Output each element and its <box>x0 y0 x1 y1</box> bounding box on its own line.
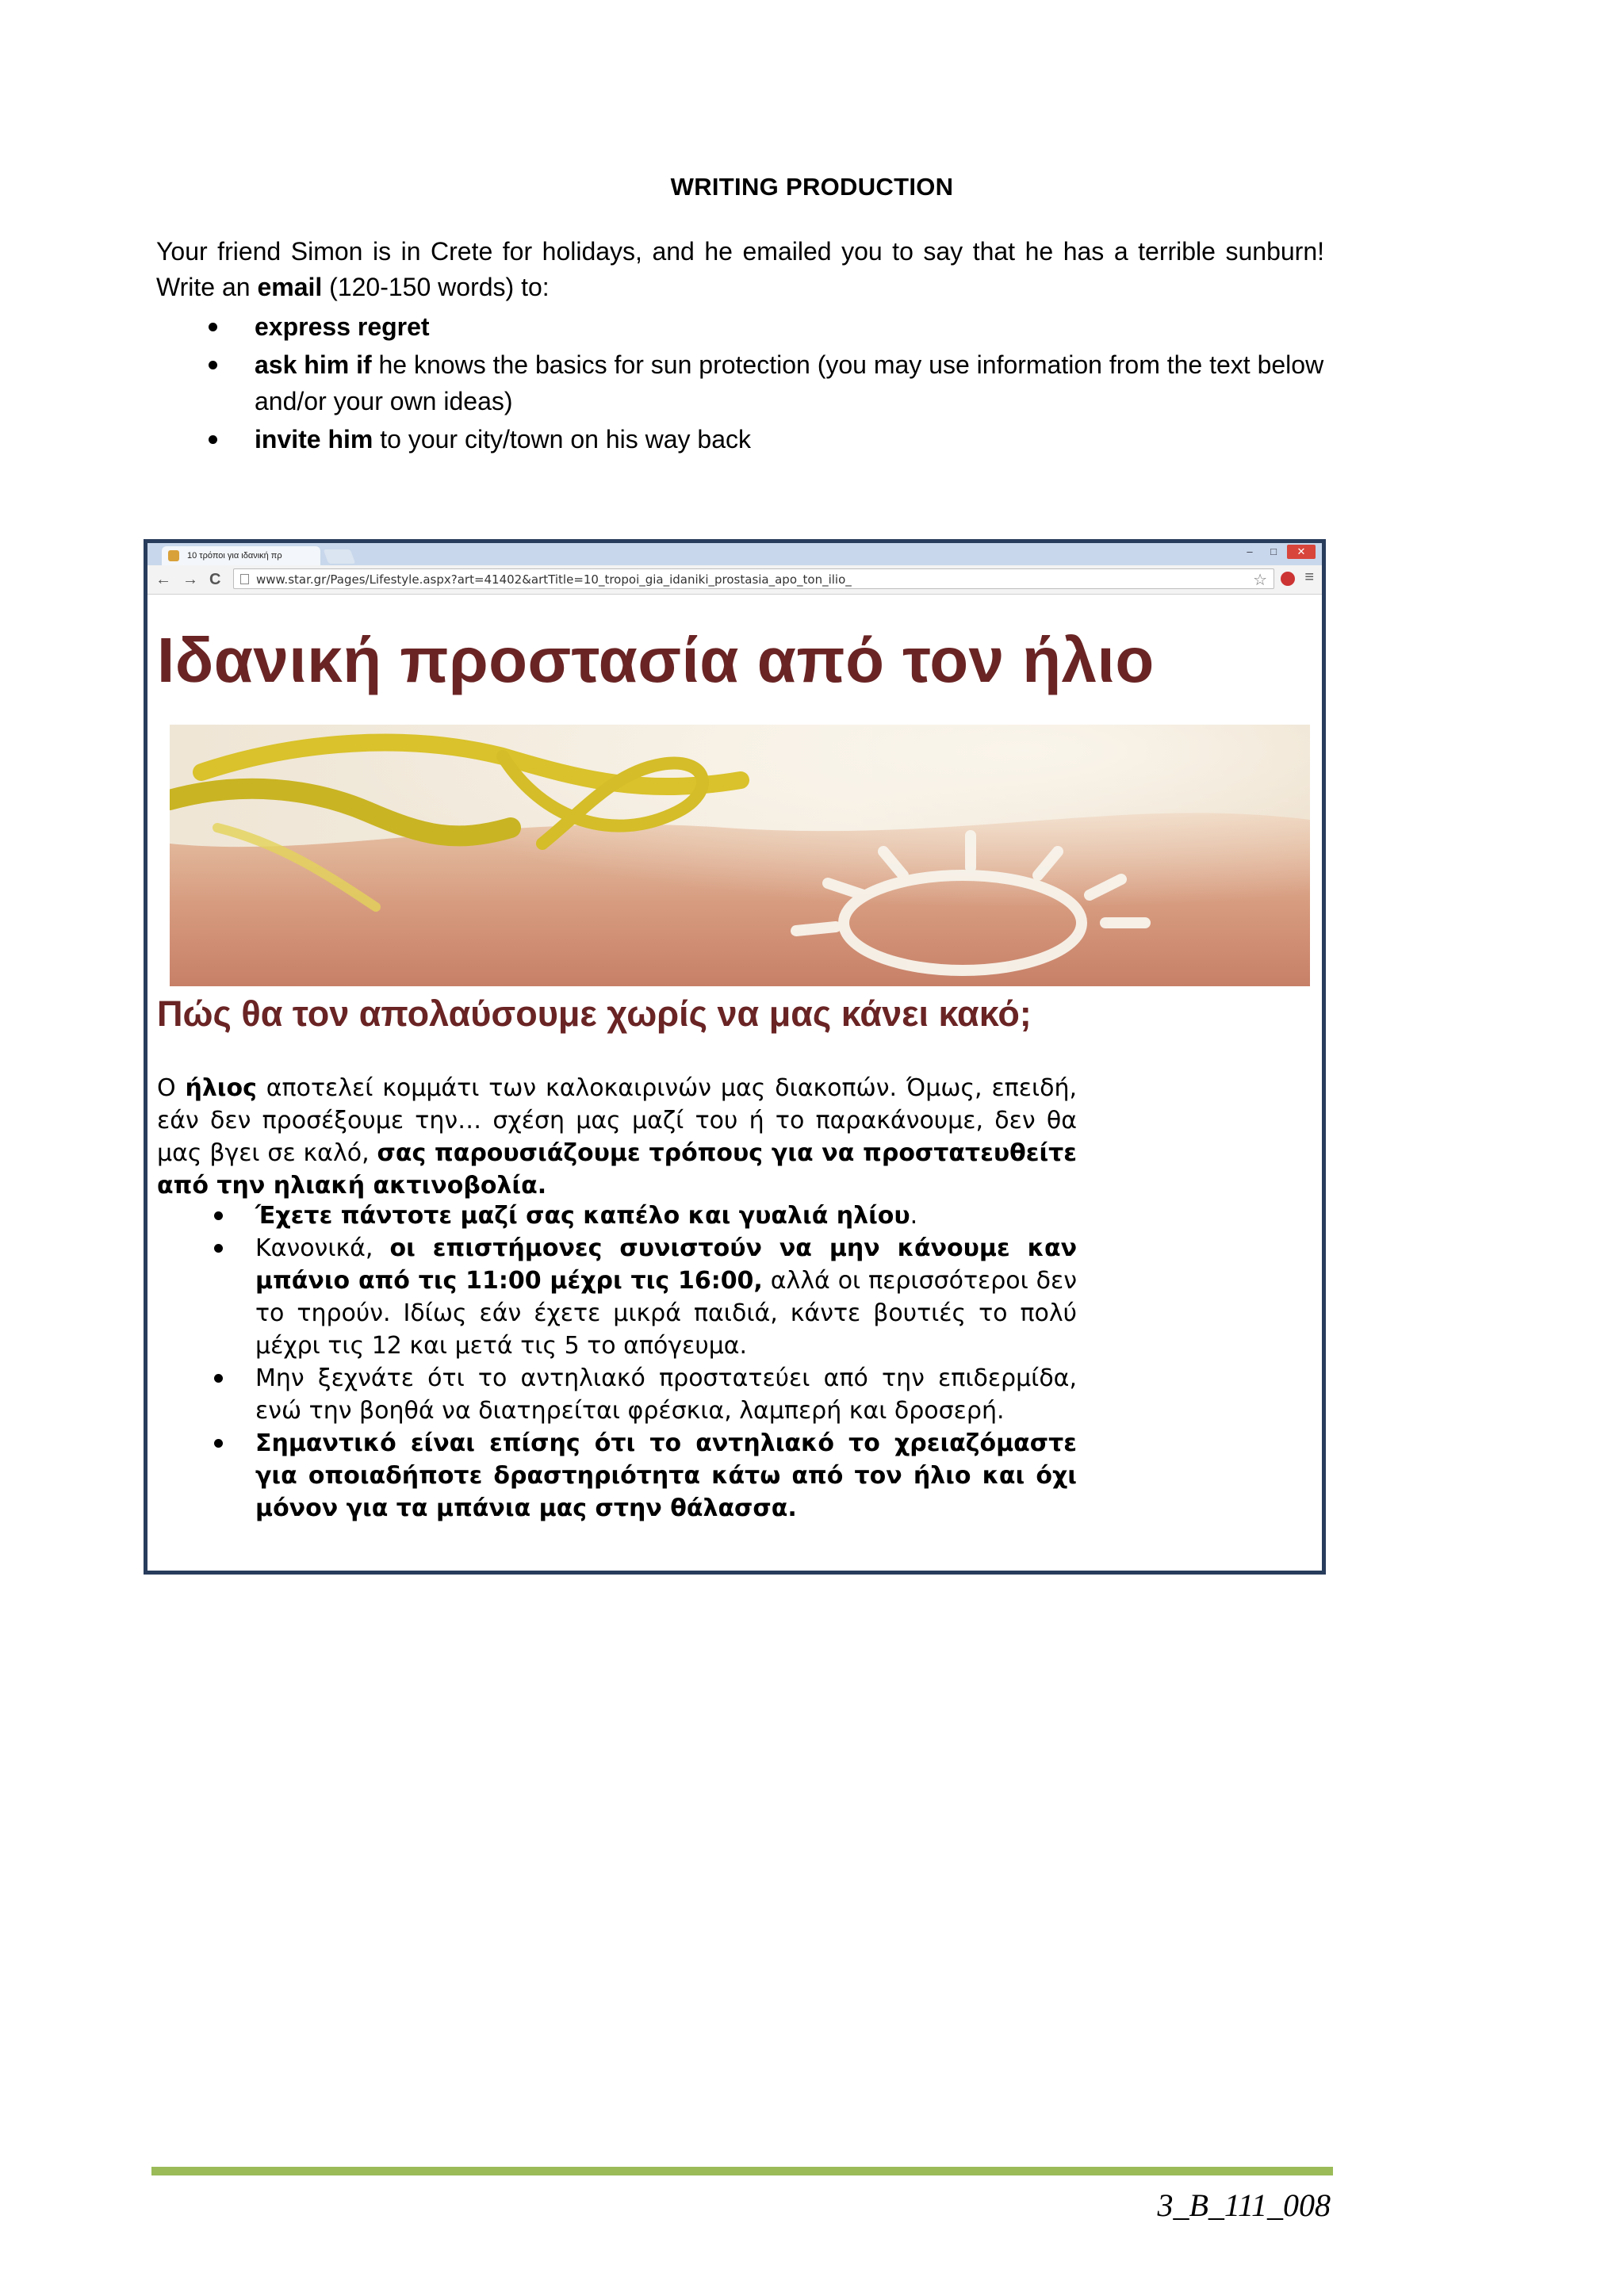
reload-icon[interactable]: C <box>209 571 221 588</box>
article-intro-paragraph <box>157 1072 1077 1202</box>
bullet-icon <box>209 323 217 331</box>
address-url: www.star.gr/Pages/Lifestyle.aspx?art=41402&artTitle=10_tropoi_gia_idaniki_prostasia_apo_ton_ilio_ <box>256 572 852 587</box>
tip-bold: οι επιστήμονες συνιστούν να μην κάνουμε καν μπάνιο από τις 11:00 μέχρι τις 16:00, <box>255 1234 1077 1295</box>
page-title: WRITING PRODUCTION <box>670 173 954 201</box>
page-icon <box>240 574 249 584</box>
paragraph-bold-end: σας παρουσιάζουμε τρόπους για να προστατευθείτε από την ηλιακή ακτινοβολία. <box>157 1139 1077 1200</box>
bullet-icon <box>209 361 217 369</box>
task-item <box>156 346 1324 419</box>
bullet-icon <box>209 435 217 444</box>
browser-tab-bar <box>147 543 1322 565</box>
task-text: he knows the basics for sun protection (you may use information from the text below and/or your own ideas) <box>255 350 1324 415</box>
tip-bold: Σημαντικό είναι επίσης ότι το αντηλιακό το χρειαζόμαστε για οποιαδήποτε δραστηριότητα κάτω από τον ήλιο και όχι μόνον για τα μπάνια μας στην θάλασσα. <box>255 1429 1077 1522</box>
tip-item <box>157 1200 1077 1232</box>
tip-text: . <box>910 1202 918 1230</box>
hero-image <box>170 725 1310 986</box>
tip-text: Μην ξεχνάτε ότι το αντηλιακό προστατεύει από την επιδερμίδα, ενώ την βοηθά να διατηρείται φρέσκια, λαμπερή και δροσερή. <box>255 1364 1077 1425</box>
intro-email-word: email <box>257 273 323 301</box>
tip-text: Κανονικά, <box>255 1234 390 1262</box>
intro-text-end: (120-150 words) to: <box>322 273 550 301</box>
browser-tab[interactable] <box>162 546 320 565</box>
menu-icon[interactable]: ≡ <box>1304 568 1314 586</box>
back-arrow-icon[interactable]: ← <box>155 571 171 588</box>
page-code: 3_B_111_008 <box>1157 2187 1331 2223</box>
forward-arrow-icon[interactable]: → <box>182 571 198 588</box>
bullet-icon <box>214 1374 223 1383</box>
new-tab-button[interactable] <box>324 549 356 564</box>
paragraph-bold-sun: ήλιος <box>185 1074 257 1102</box>
tip-bold: Έχετε πάντοτε μαζί σας καπέλο και γυαλιά ηλίου <box>255 1202 910 1230</box>
footer-divider <box>151 2167 1333 2175</box>
task-bold: invite him <box>255 425 373 453</box>
browser-toolbar <box>147 565 1322 595</box>
tip-item <box>157 1232 1077 1362</box>
tab-title: 10 τρόποι για ιδανική πρ <box>187 551 282 561</box>
address-bar[interactable] <box>233 568 1274 589</box>
bullet-icon <box>214 1211 223 1220</box>
extension-icon[interactable] <box>1281 572 1295 586</box>
window-controls <box>1239 545 1316 562</box>
paragraph-text: αποτελεί κομμάτι των καλοκαιρινών μας διακοπών. Όμως, επειδή, εάν δεν προσέξουμε την… σχέση μας μαζί του ή το παρακάνουμε, δεν θα μας βγει σε καλό, <box>157 1074 1077 1167</box>
intro-text: Your friend Simon is in Crete for holidays, and he emailed you to say that he has a terrible sunburn! Write an <box>156 237 1324 301</box>
site-favicon-icon <box>168 550 179 561</box>
article-title: Ιδανική προστασία από τον ήλιο <box>157 625 1155 695</box>
task-item <box>156 308 1324 345</box>
task-item <box>156 421 1324 457</box>
task-bold: express regret <box>255 312 430 341</box>
bullet-icon <box>214 1439 223 1448</box>
tips-list <box>157 1200 1077 1525</box>
task-text: to your city/town on his way back <box>373 425 752 453</box>
article-subtitle: Πώς θα τον απολαύσουμε χωρίς να μας κάνει κακό; <box>157 993 1032 1034</box>
minimize-button[interactable]: – <box>1247 545 1253 557</box>
sunscreen-sun-image <box>170 725 1310 986</box>
task-intro <box>156 234 1324 305</box>
bookmark-star-icon[interactable]: ☆ <box>1253 570 1267 589</box>
bullet-icon <box>214 1244 223 1253</box>
tip-text: αλλά οι περισσότεροι δεν το τηρούν. Ιδίως εάν έχετε μικρά παιδιά, κάντε βουτιές το πολύ μέχρι τις 12 και μετά τις 5 το απόγευμα. <box>255 1267 1077 1360</box>
browser-screenshot <box>144 539 1326 1575</box>
task-bold: ask him if <box>255 350 372 379</box>
tip-item <box>157 1427 1077 1525</box>
maximize-button[interactable]: □ <box>1270 545 1277 557</box>
tip-item <box>157 1362 1077 1427</box>
paragraph-text: Ο <box>157 1074 186 1102</box>
task-list <box>156 308 1324 459</box>
close-button[interactable]: ✕ <box>1287 545 1316 559</box>
